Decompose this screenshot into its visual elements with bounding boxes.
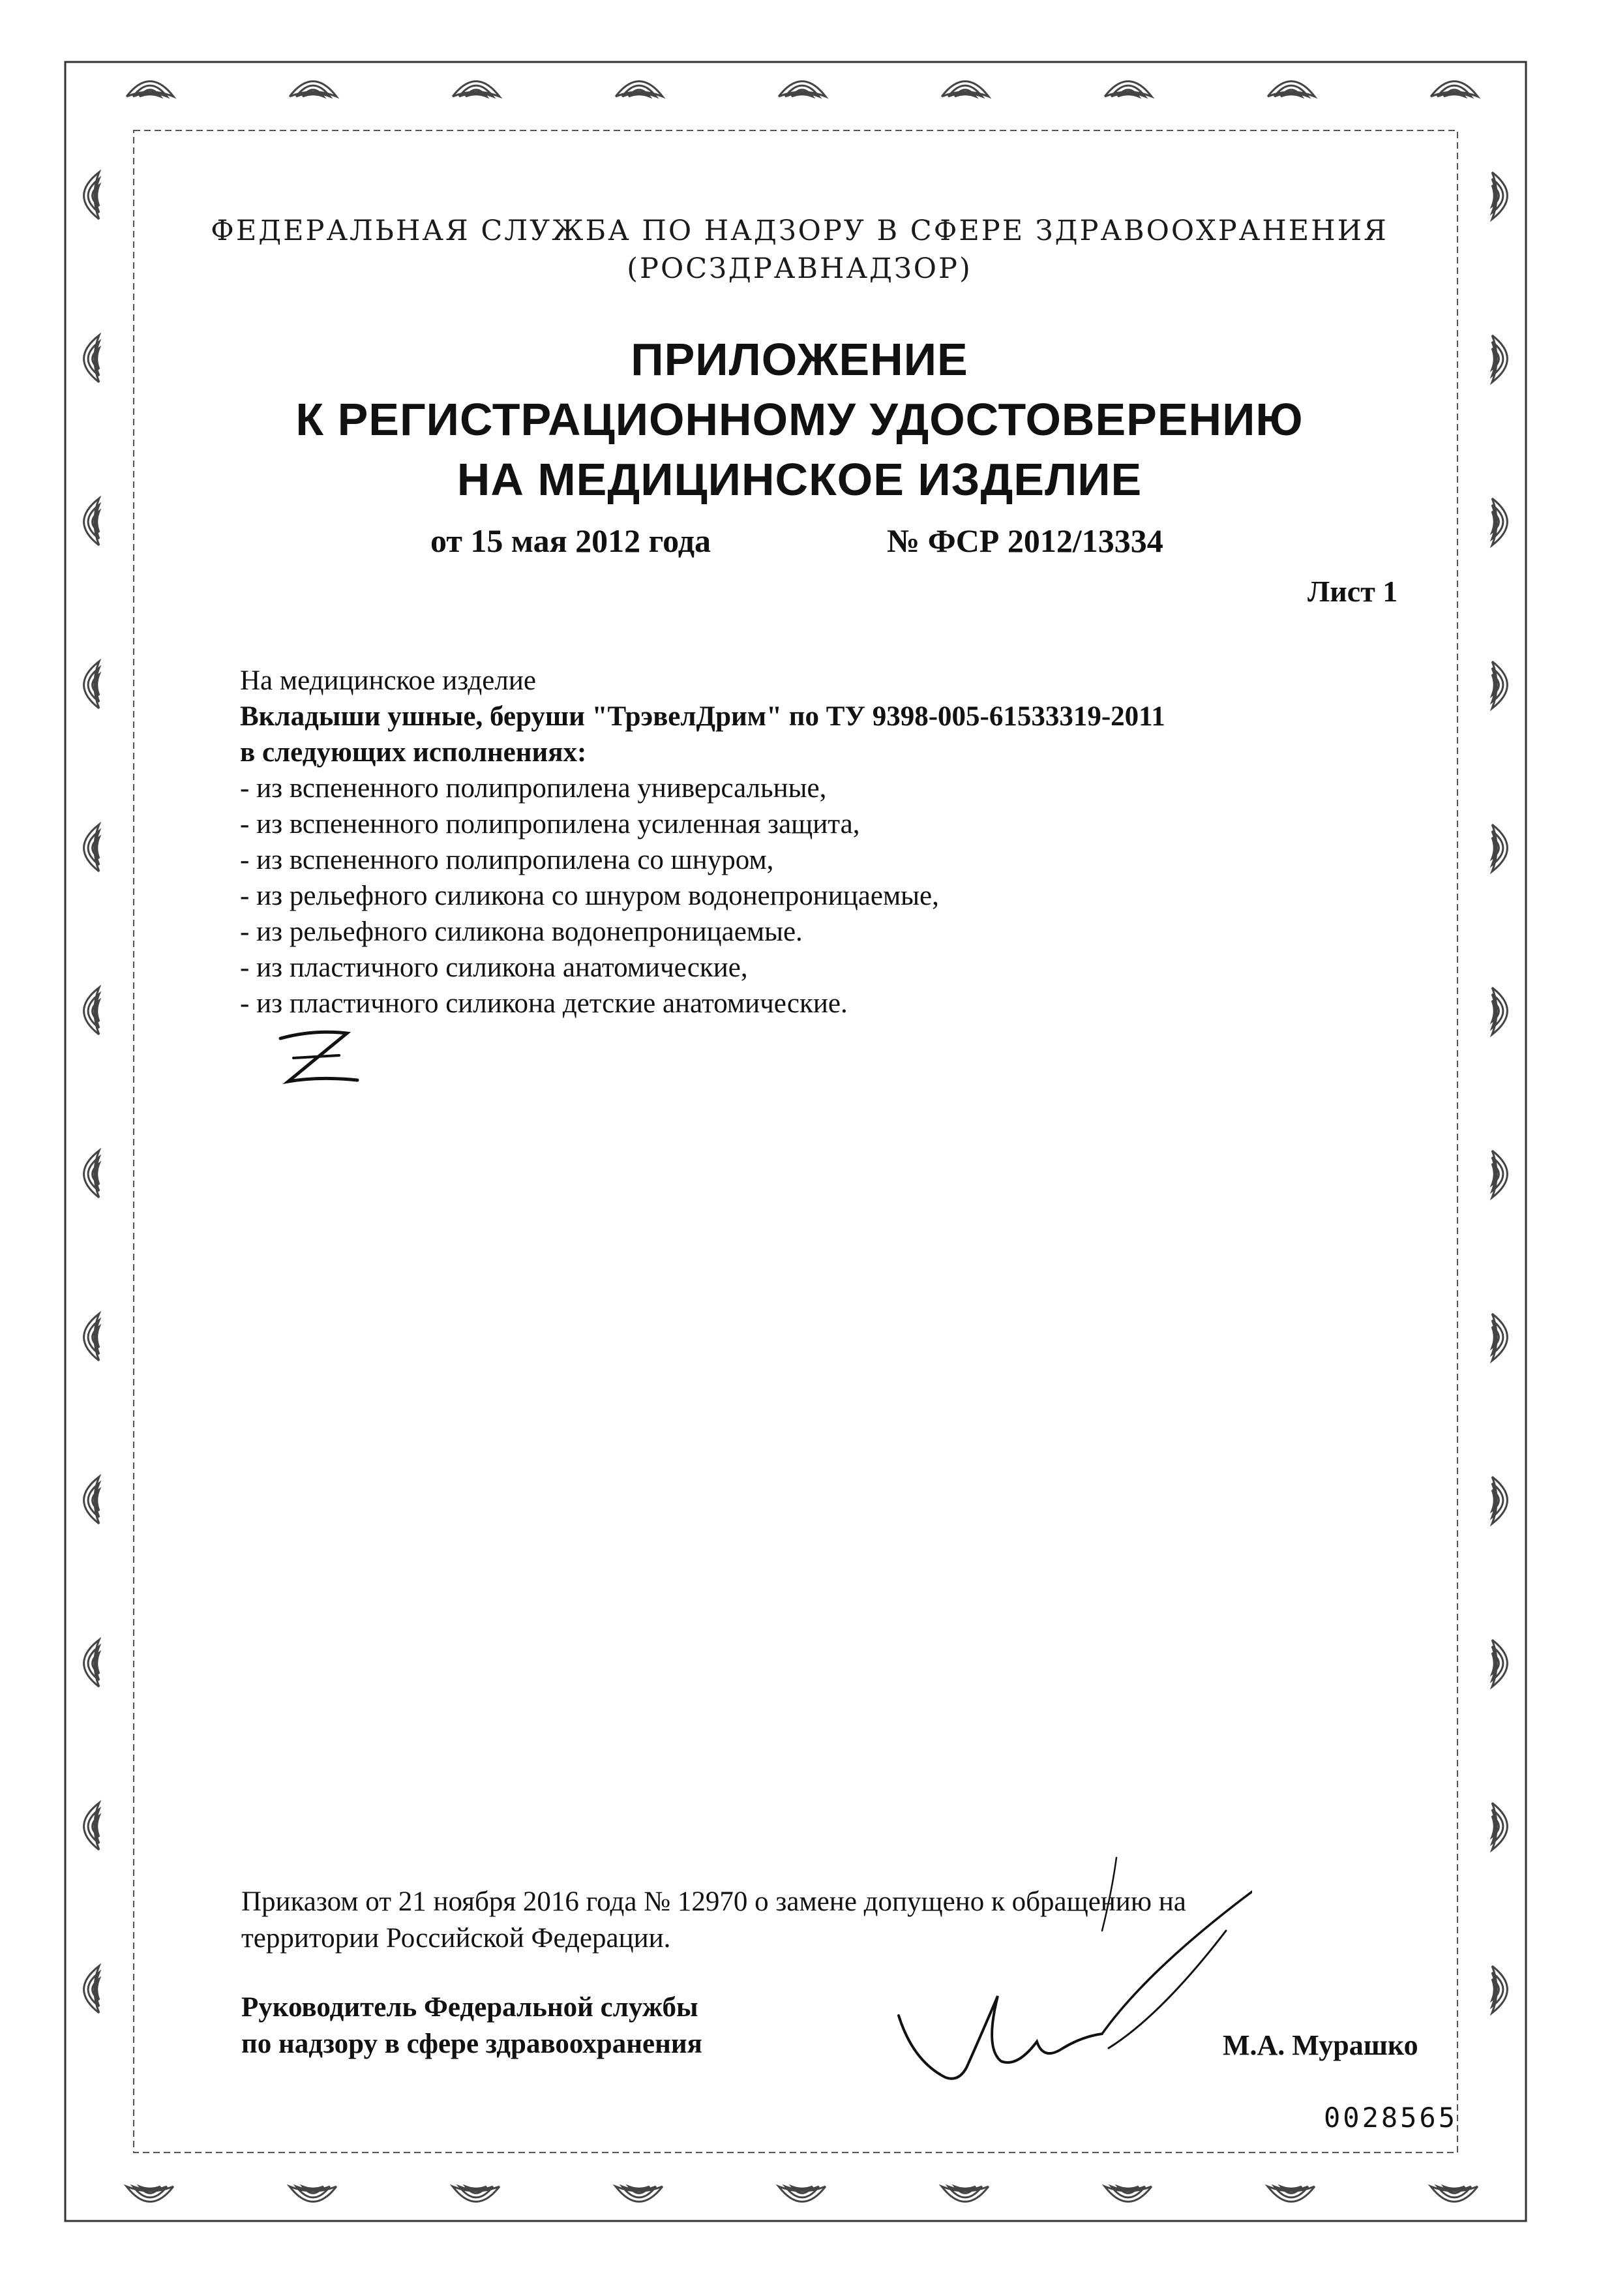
variant-item: - из пластичного силикона анатомические,: [240, 952, 748, 983]
handwritten-signature: [887, 1852, 1252, 2100]
agency-header: [0, 212, 1599, 288]
official-title-line-1: Руководитель Федеральной службы: [241, 1992, 698, 2023]
official-title-line-2: по надзору в сфере здравоохранения: [241, 2029, 702, 2059]
title-line-3: НА МЕДИЦИНСКОЕ ИЗДЕЛИЕ: [456, 454, 1143, 505]
official-title: [241, 1989, 702, 2062]
registration-number: № ФСР 2012/13334: [887, 522, 1163, 559]
variants-heading: в следующих исполнениях:: [240, 737, 587, 768]
order-line-2: территории Российской Федерации.: [241, 1923, 671, 1954]
agency-name: ФЕДЕРАЛЬНАЯ СЛУЖБА ПО НАДЗОРУ В СФЕРЕ ЗДРАВООХРАНЕНИЯ: [211, 215, 1388, 247]
agency-abbreviation: (РОСЗДРАВНАДЗОР): [627, 252, 972, 285]
order-line-1: Приказом от 21 ноября 2016 года № 12970 о замене допущено к обращению на: [241, 1886, 1186, 1917]
product-name: Вкладыши ушные, беруши "ТрэвелДрим" по ТУ 9398-005-61533319-2011: [240, 701, 1165, 732]
variant-item: - из вспененного полипропилена универсальные,: [240, 773, 827, 804]
variant-item: - из вспененного полипропилена усиленная защита,: [240, 809, 860, 839]
registration-date: от 15 мая 2012 года: [430, 522, 711, 559]
title-line-2: К РЕГИСТРАЦИОННОМУ УДОСТОВЕРЕНИЮ: [295, 394, 1304, 445]
document-title: [0, 329, 1599, 509]
document-body: [240, 663, 1165, 1021]
variant-item: - из рельефного силикона водонепроницаемые.: [240, 916, 803, 947]
sheet-number: Лист 1: [1308, 575, 1398, 608]
signer-name: М.А. Мурашко: [1223, 2029, 1418, 2061]
title-line-1: ПРИЛОЖЕНИЕ: [631, 334, 968, 385]
variant-item: - из пластичного силикона детские анатомические.: [240, 988, 848, 1019]
variant-item: - из вспененного полипропилена со шнуром,: [240, 845, 774, 875]
z-closing-mark: [274, 1024, 365, 1096]
intro-line: На медицинское изделие: [240, 665, 536, 696]
variant-item: - из рельефного силикона со шнуром водонепроницаемые,: [240, 881, 939, 911]
variant-list: [240, 770, 1165, 1021]
serial-number: 0028565: [1324, 2102, 1458, 2134]
